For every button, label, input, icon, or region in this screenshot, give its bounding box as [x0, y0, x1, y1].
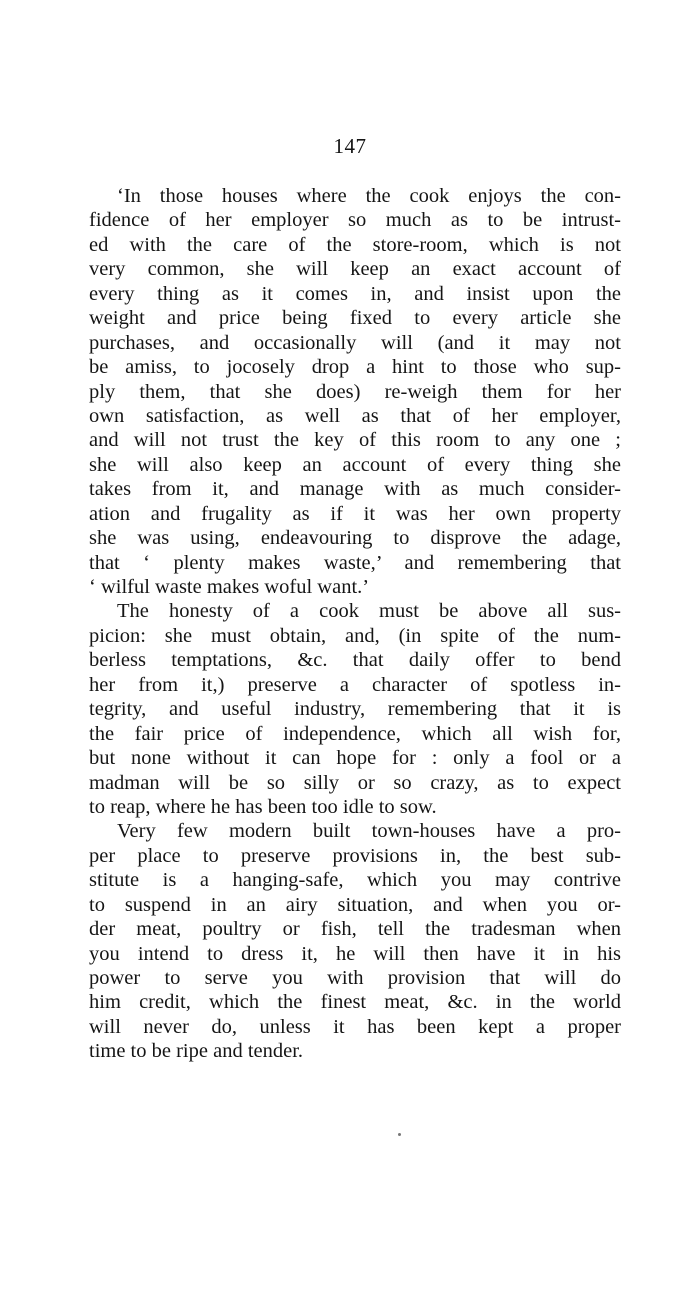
text-line: to suspend in an airy situation, and when you or- — [89, 893, 621, 916]
paragraph-honesty — [89, 599, 621, 819]
text-line: fidence of her employer so much as to be intrust- — [89, 209, 621, 232]
text-line: own satisfaction, as well as that of her employer, — [89, 404, 621, 427]
text-line: him credit, which the finest meat, &c. in the world — [89, 991, 621, 1014]
text-line: madman will be so silly or so crazy, as to expect — [89, 771, 621, 794]
text-line: Very few modern built town-houses have a pro- — [117, 820, 621, 843]
text-line: ‘In those houses where the cook enjoys the con- — [117, 185, 621, 207]
text-line: will never do, unless it has been kept a proper — [89, 1015, 621, 1038]
text-line: that ‘ plenty makes waste,’ and remembering that — [89, 551, 621, 574]
text-line: very common, she will keep an exact account of — [89, 258, 621, 281]
text-line: weight and price being fixed to every article she — [89, 307, 621, 330]
text-line: she will also keep an account of every thing she — [89, 453, 621, 476]
text-line: and will not trust the key of this room to any one ; — [89, 429, 621, 452]
text-line: every thing as it comes in, and insist upon the — [89, 282, 621, 305]
page-number: 147 — [333, 134, 367, 158]
text-line: she was using, endeavouring to disprove the adage, — [89, 527, 621, 550]
text-line: ply them, that she does) re-weigh them for her — [89, 380, 621, 403]
text-line: takes from it, and manage with as much consider- — [89, 478, 621, 501]
text-line: picion: she must obtain, and, (in spite of the num- — [89, 624, 621, 647]
text-line: be amiss, to jocosely drop a hint to those who sup- — [89, 356, 621, 379]
paragraph-provisions — [89, 819, 621, 1063]
text-line: the fair price of independence, which all wish for, — [89, 722, 621, 745]
text-line: power to serve you with provision that will do — [89, 967, 621, 989]
text-line: you intend to dress it, he will then have it in his — [89, 942, 621, 965]
ink-speck — [398, 1133, 401, 1136]
text-line: tegrity, and useful industry, remembering that it is — [89, 698, 621, 721]
text-line: but none without it can hope for : only a fool or a — [89, 747, 621, 770]
text-line: ed with the care of the store-room, which is not — [89, 233, 621, 256]
text-line: der meat, poultry or fish, tell the tradesman when — [89, 918, 621, 941]
text-line: her from it,) preserve a character of spotless in- — [89, 673, 621, 696]
paragraph-store-room — [89, 184, 621, 599]
text-line: ‘ wilful waste makes woful want.’ — [89, 576, 370, 598]
text-line: to reap, where he has been too idle to sow. — [89, 795, 437, 818]
text-line: per place to preserve provisions in, the best sub- — [89, 844, 621, 867]
text-line: The honesty of a cook must be above all sus- — [117, 600, 621, 623]
text-line: ation and frugality as if it was her own property — [89, 502, 621, 525]
text-line: time to be ripe and tender. — [89, 1040, 304, 1063]
text-line: purchases, and occasionally will (and it may not — [89, 331, 621, 354]
body-text — [89, 184, 621, 1064]
text-line: stitute is a hanging-safe, which you may contrive — [89, 869, 621, 892]
text-line: berless temptations, &c. that daily offer to bend — [89, 649, 621, 672]
